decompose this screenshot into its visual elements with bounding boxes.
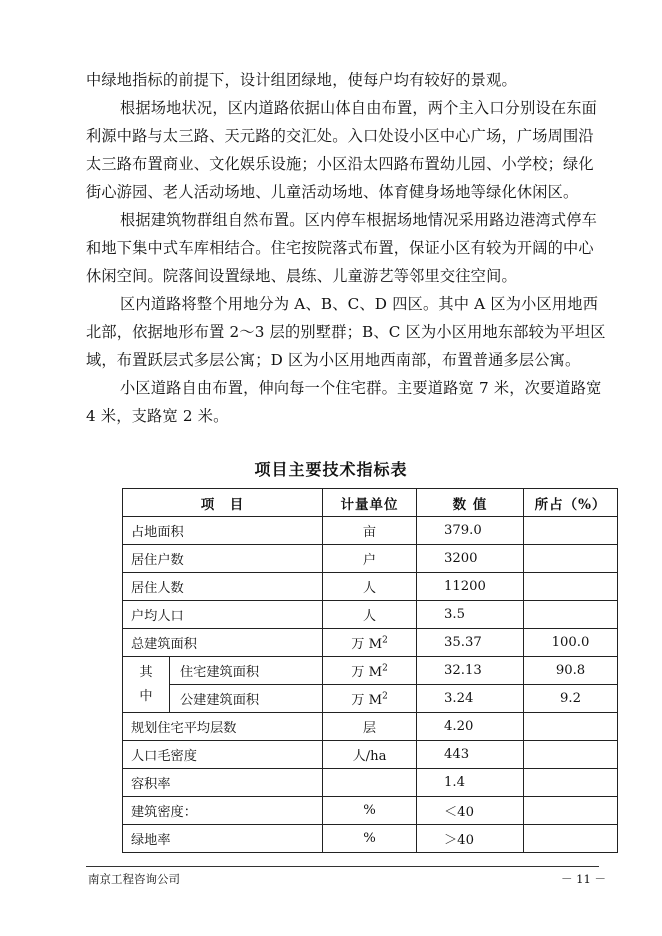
row-value: ＜40 bbox=[417, 797, 524, 825]
row-item: 规划住宅平均层数 bbox=[123, 713, 323, 741]
footer-company: 南京工程咨询公司 bbox=[88, 872, 180, 886]
header-unit: 计量单位 bbox=[323, 489, 417, 517]
row-unit: % bbox=[323, 825, 417, 853]
text-line: 北部，依据地形布置 2～3 层的别墅群；B、C 区为小区用地东部较为平坦区 bbox=[86, 323, 606, 341]
row-unit: 人/ha bbox=[323, 741, 417, 769]
text-line: 根据场地状况，区内道路依据山体自由布置，两个主入口分别设在东面 bbox=[120, 99, 598, 117]
row-percent bbox=[524, 545, 618, 573]
merged-label-top: 其 bbox=[139, 664, 153, 680]
text-line: 域，布置跃层式多层公寓；D 区为小区用地西南部，布置普通多层公寓。 bbox=[86, 351, 581, 369]
row-unit bbox=[323, 629, 417, 657]
row-item: 总建筑面积 bbox=[123, 629, 323, 657]
unit-superscript: 2 bbox=[382, 691, 388, 702]
row-percent: 9.2 bbox=[524, 685, 618, 713]
row-item: 居住户数 bbox=[123, 545, 323, 573]
row-value: 11200 bbox=[417, 573, 524, 601]
header-item: 项 目 bbox=[123, 489, 323, 517]
table-row bbox=[123, 685, 618, 713]
text-line: 小区道路自由布置，伸向每一个住宅群。主要道路宽 7 米，次要道路宽 bbox=[120, 379, 602, 397]
row-value: 32.13 bbox=[417, 657, 524, 685]
footer-divider bbox=[86, 866, 599, 867]
row-item: 占地面积 bbox=[123, 517, 323, 545]
row-percent bbox=[524, 769, 618, 797]
table-title: 项目主要技术指标表 bbox=[254, 460, 408, 479]
table-row bbox=[123, 713, 618, 741]
text-line: 和地下集中式车库相结合。住宅按院落式布置，保证小区有较为开阔的中心 bbox=[86, 239, 594, 257]
paragraph-1 bbox=[86, 66, 606, 94]
row-value: 1.4 bbox=[417, 769, 524, 797]
text-line: 中绿地指标的前提下，设计组团绿地，使每户均有较好的景观。 bbox=[86, 71, 517, 89]
text-line: 区内道路将整个用地分为 A、B、C、D 四区。其中 A 区为小区用地西 bbox=[120, 295, 599, 313]
merged-label-bottom: 中 bbox=[139, 688, 153, 704]
text-line: 根据建筑物群组自然布置。区内停车根据场地情况采用路边港湾式停车 bbox=[120, 211, 598, 229]
header-value: 数 值 bbox=[417, 489, 524, 517]
paragraph-3 bbox=[86, 206, 606, 290]
row-item: 居住人数 bbox=[123, 573, 323, 601]
unit-text: 万 M bbox=[351, 665, 383, 680]
row-item: 建筑密度： bbox=[123, 797, 323, 825]
row-percent bbox=[524, 573, 618, 601]
table-row bbox=[123, 573, 618, 601]
row-unit: 亩 bbox=[323, 517, 417, 545]
row-percent bbox=[524, 517, 618, 545]
table-row bbox=[123, 797, 618, 825]
row-item: 容积率 bbox=[123, 769, 323, 797]
row-percent bbox=[524, 825, 618, 853]
unit-superscript: 2 bbox=[382, 663, 388, 674]
row-value: 443 bbox=[417, 741, 524, 769]
paragraph-5 bbox=[86, 374, 606, 430]
text-line: 太三路布置商业、文化娱乐设施；小区沿太四路布置幼儿园、小学校；绿化 bbox=[86, 155, 594, 173]
row-unit: 层 bbox=[323, 713, 417, 741]
text-line: 4 米，支路宽 2 米。 bbox=[86, 407, 229, 425]
text-line: 街心游园、老人活动场地、儿童活动场地、体育健身场地等绿化休闲区。 bbox=[86, 183, 579, 201]
row-value: 379.0 bbox=[417, 517, 524, 545]
row-unit: 人 bbox=[323, 573, 417, 601]
row-value: ＞40 bbox=[417, 825, 524, 853]
unit-text: 万 M bbox=[351, 637, 383, 652]
table-row bbox=[123, 825, 618, 853]
row-value: 3.5 bbox=[417, 601, 524, 629]
paragraph-4 bbox=[86, 290, 606, 374]
table-row bbox=[123, 601, 618, 629]
header-percent: 所占（%） bbox=[524, 489, 618, 517]
row-value: 35.37 bbox=[417, 629, 524, 657]
row-percent bbox=[524, 797, 618, 825]
row-item: 人口毛密度 bbox=[123, 741, 323, 769]
text-line: 利源中路与太三路、天元路的交汇处。入口处设小区中心广场，广场周围沿 bbox=[86, 127, 594, 145]
row-percent: 90.8 bbox=[524, 657, 618, 685]
table-row bbox=[123, 657, 618, 685]
table-row bbox=[123, 741, 618, 769]
text-line: 休闲空间。院落间设置绿地、晨练、儿童游艺等邻里交往空间。 bbox=[86, 267, 517, 285]
table-row bbox=[123, 629, 618, 657]
row-value: 4.20 bbox=[417, 713, 524, 741]
row-unit bbox=[323, 769, 417, 797]
row-item: 公建建筑面积 bbox=[170, 685, 323, 713]
paragraph-2 bbox=[86, 94, 606, 206]
unit-text: 万 M bbox=[351, 693, 383, 708]
row-item: 户均人口 bbox=[123, 601, 323, 629]
row-item: 绿地率 bbox=[123, 825, 323, 853]
row-percent bbox=[524, 741, 618, 769]
row-unit bbox=[323, 685, 417, 713]
unit-superscript: 2 bbox=[382, 635, 388, 646]
table-header-row bbox=[123, 489, 618, 517]
row-unit: 人 bbox=[323, 601, 417, 629]
footer-page-number: － 11 － bbox=[561, 872, 606, 886]
row-value: 3200 bbox=[417, 545, 524, 573]
row-item: 住宅建筑面积 bbox=[170, 657, 323, 685]
merged-label bbox=[123, 657, 170, 713]
technical-indicators-table bbox=[122, 488, 618, 853]
row-unit: 户 bbox=[323, 545, 417, 573]
table-row bbox=[123, 769, 618, 797]
table-row bbox=[123, 545, 618, 573]
row-unit bbox=[323, 657, 417, 685]
row-value: 3.24 bbox=[417, 685, 524, 713]
row-unit: % bbox=[323, 797, 417, 825]
table-row bbox=[123, 517, 618, 545]
row-percent: 100.0 bbox=[524, 629, 618, 657]
row-percent bbox=[524, 601, 618, 629]
row-percent bbox=[524, 713, 618, 741]
